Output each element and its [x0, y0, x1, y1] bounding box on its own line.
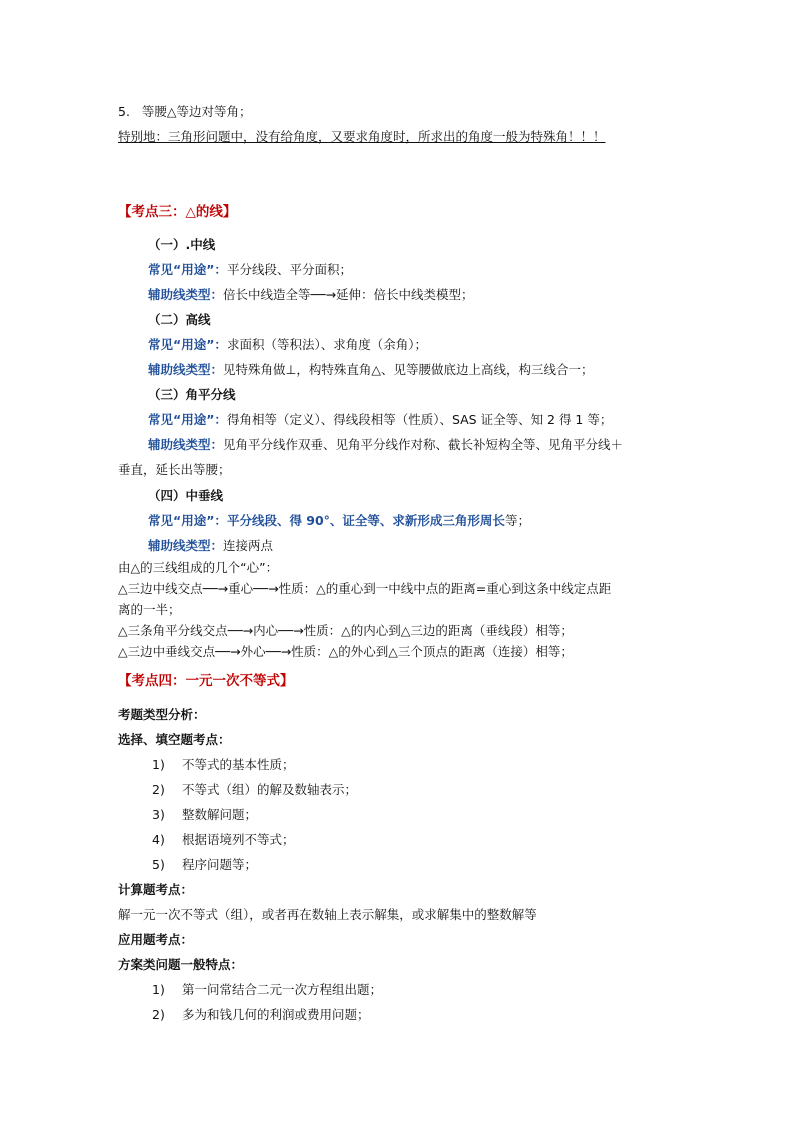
- choice-item-1-text: 不等式的基本性质；: [182, 757, 295, 772]
- altitude-heading: （二）高线: [148, 312, 211, 327]
- plan-item-2: [152, 1006, 370, 1024]
- item-5: [118, 103, 251, 121]
- perp-bisector-use-tail: 等；: [504, 513, 530, 528]
- choice-item-2-num: 2): [152, 782, 165, 797]
- perp-bisector-use: [148, 512, 530, 530]
- choice-item-1: [152, 756, 295, 774]
- choice-item-5-text: 程序问题等；: [182, 857, 258, 872]
- item-5-number: 5.: [118, 104, 130, 119]
- bisector-aux-label: 辅助线类型：: [148, 437, 224, 452]
- choice-item-3-num: 3): [152, 807, 165, 822]
- bisector-aux-text-1: 见角平分线作双垂、见角平分线作对称、截长补短构全等、见角平分线＋: [223, 437, 624, 452]
- bisector-aux-text-2: 垂直，延长出等腰；: [118, 462, 231, 477]
- altitude-aux-label: 辅助线类型：: [148, 362, 224, 377]
- bisector-heading: （三）角平分线: [148, 387, 236, 402]
- centroid-line-1: △三边中线交点──→重心──→性质：△的重心到一中线中点的距离=重心到这条中线定点距: [118, 581, 612, 596]
- choice-label: 选择、填空题考点：: [118, 732, 231, 747]
- altitude-aux: [148, 361, 594, 379]
- choice-item-4: [152, 831, 295, 849]
- choice-item-5: [152, 856, 257, 874]
- perp-bisector-heading: （四）中垂线: [148, 488, 224, 503]
- calc-label: 计算题考点：: [118, 882, 194, 897]
- altitude-use-text: 求面积（等积法）、求角度（余角）；: [226, 337, 427, 352]
- bisector-aux: [148, 436, 623, 454]
- bisector-use: [148, 411, 612, 429]
- choice-item-3-text: 整数解问题；: [182, 807, 258, 822]
- altitude-aux-text: 见特殊角做⊥，构特殊直角△、见等腰做底边上高线，构三线合一；: [223, 362, 594, 377]
- choice-item-2: [152, 781, 357, 799]
- median-aux: [148, 286, 474, 304]
- altitude-use-label: 常见“用途”：: [148, 337, 227, 352]
- median-aux-text: 倍长中线造全等──→延伸：倍长中线类模型；: [223, 287, 474, 302]
- plan-item-1-num: 1): [152, 982, 165, 997]
- perp-bisector-aux-label: 辅助线类型：: [148, 538, 224, 553]
- median-heading: （一）.中线: [148, 237, 216, 252]
- bisector-use-text: 得角相等（定义）、得线段相等（性质）、SAS 证全等、知 2 得 1 等；: [226, 412, 613, 427]
- altitude-use: [148, 336, 427, 354]
- centers-intro: 由△的三线组成的几个“心”：: [118, 560, 279, 575]
- median-aux-label: 辅助线类型：: [148, 287, 224, 302]
- bisector-use-label: 常见“用途”：: [148, 412, 227, 427]
- app-label: 应用题考点：: [118, 932, 194, 947]
- analysis-label: 考题类型分析：: [118, 707, 206, 722]
- perp-bisector-aux-text: 连接两点: [223, 538, 274, 553]
- median-use: [148, 261, 352, 279]
- median-use-label: 常见“用途”：: [148, 262, 227, 277]
- centroid-line-2: 离的一半；: [118, 602, 181, 617]
- choice-item-5-num: 5): [152, 857, 165, 872]
- special-note: 特别地：三角形问题中，没有给角度，又要求角度时，所求出的角度一般为特殊角！！！: [118, 129, 606, 144]
- plan-item-2-text: 多为和钱几何的利润或费用问题；: [182, 1007, 370, 1022]
- perp-bisector-use-text: 平分线段、得 90°、证全等、求新形成三角形周长: [226, 513, 505, 528]
- plan-item-1: [152, 981, 382, 999]
- plan-label: 方案类问题一般特点：: [118, 957, 244, 972]
- item-5-text: 等腰△等边对等角；: [141, 104, 252, 119]
- section-3-title: 【考点三：△的线】: [118, 204, 237, 220]
- plan-item-2-num: 2): [152, 1007, 165, 1022]
- choice-item-1-num: 1): [152, 757, 165, 772]
- perp-bisector-aux: [148, 537, 273, 555]
- incenter-line: △三条角平分线交点──→内心──→性质：△的内心到△三边的距离（垂线段）相等；: [118, 623, 573, 638]
- section-4-title: 【考点四：一元一次不等式】: [118, 673, 294, 689]
- calc-text: 解一元一次不等式（组），或者再在数轴上表示解集，或求解集中的整数解等: [118, 907, 537, 922]
- choice-item-3: [152, 806, 257, 824]
- choice-item-4-text: 根据语境列不等式；: [182, 832, 295, 847]
- median-use-text: 平分线段、平分面积；: [226, 262, 352, 277]
- circumcenter-line: △三边中垂线交点──→外心──→性质：△的外心到△三个顶点的距离（连接）相等；: [118, 644, 573, 659]
- plan-item-1-text: 第一问常结合二元一次方程组出题；: [182, 982, 383, 997]
- choice-item-2-text: 不等式（组）的解及数轴表示；: [182, 782, 358, 797]
- perp-bisector-use-label: 常见“用途”：: [148, 513, 227, 528]
- choice-item-4-num: 4): [152, 832, 165, 847]
